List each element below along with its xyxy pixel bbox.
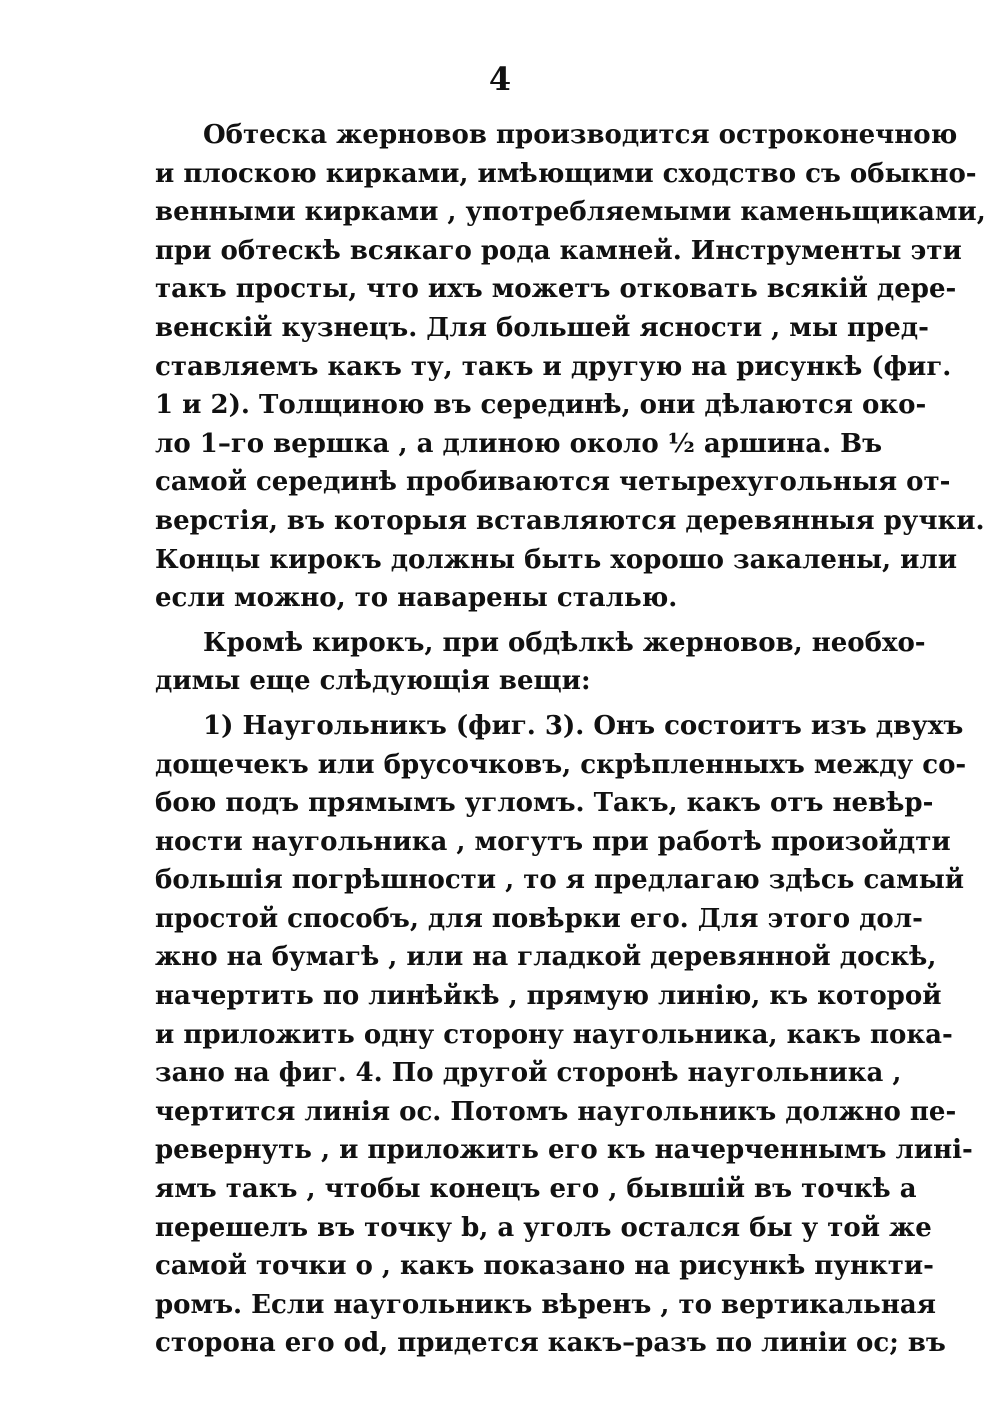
paragraph xyxy=(155,707,973,1363)
text-line: ревернуть , и приложить его къ начерченнымъ линi- xyxy=(155,1135,973,1166)
body-text xyxy=(155,116,986,1363)
text-line: ставляемъ какъ ту, такъ и другую на рисункѣ (фиг. xyxy=(155,351,952,382)
text-line: венными кирками , употребляемыми каменьщиками, xyxy=(155,197,986,228)
text-line: начертить по линѣйкѣ , прямую линію, къ которой xyxy=(155,981,942,1012)
text-line: и плоскою кирками, имѣющими сходство съ обыкно- xyxy=(155,158,977,189)
text-line: самой серединѣ пробиваются четырехугольныя от- xyxy=(155,467,951,498)
text-line: Кромѣ кирокъ, при обдѣлкѣ жерновов, необхо- xyxy=(203,627,926,658)
text-line: перешелъ въ точку b, а уголъ остался бы у той же xyxy=(155,1212,932,1243)
paragraph xyxy=(155,624,926,701)
text-line: самой точки о , какъ показано на рисункѣ пункти- xyxy=(155,1251,934,1282)
text-line: большія погрѣшности , то я предлагаю здѣсь самый xyxy=(155,865,965,896)
text-line: Концы кирокъ должны быть хорошо закалены, или xyxy=(155,544,958,575)
page-number: 4 xyxy=(488,60,512,98)
text-line: жно на бумагѣ , или на гладкой деревянной доскѣ, xyxy=(155,942,937,973)
text-line: венскій кузнецъ. Для большей ясности , мы пред- xyxy=(155,312,929,343)
text-line: верстія, въ которыя вставляются деревянныя ручки. xyxy=(155,505,985,536)
text-line: ло 1–го вершка , а длиною около ½ аршина. Въ xyxy=(155,428,883,459)
text-line: простой способъ, для повѣрки его. Для этого дол- xyxy=(155,903,923,934)
text-line: при обтескѣ всякаго рода камней. Инструменты эти xyxy=(155,235,962,266)
text-line: 1 и 2). Толщиною въ серединѣ, они дѣлаются око- xyxy=(155,390,927,421)
text-line: дощечекъ или брусочковъ, скрѣпленныхъ между со- xyxy=(155,749,967,780)
text-line: зано на фиг. 4. По другой сторонѣ наугольника , xyxy=(155,1058,902,1089)
text-line: ромъ. Если наугольникъ вѣренъ , то вертикальная xyxy=(155,1289,936,1320)
text-line: Обтеска жерновов производится остроконечною xyxy=(203,120,958,150)
text-line: если можно, то наварены сталью. xyxy=(155,583,678,614)
text-line: такъ просты, что ихъ можетъ отковать всякій дере- xyxy=(155,274,957,305)
text-line: бою подъ прямымъ угломъ. Такъ, какъ отъ невѣр- xyxy=(155,788,934,819)
text-line: ности наугольника , могутъ при работѣ произойдти xyxy=(155,826,951,857)
text-line: чертится линія ос. Потомъ наугольникъ должно пе- xyxy=(155,1096,957,1127)
text-line: 1) Наугольникъ (фиг. 3). Онъ состоитъ изъ двухъ xyxy=(203,710,964,741)
paragraph xyxy=(155,116,986,618)
text-line: сторона его od, придется какъ–разъ по линіи ос; въ xyxy=(155,1328,946,1359)
text-line: ямъ такъ , чтобы конецъ его , бывшій въ точкѣ а xyxy=(155,1174,917,1205)
text-line: и приложить одну сторону наугольника, какъ пока- xyxy=(155,1019,953,1050)
text-line: димы еще слѣдующія вещи: xyxy=(155,666,591,697)
